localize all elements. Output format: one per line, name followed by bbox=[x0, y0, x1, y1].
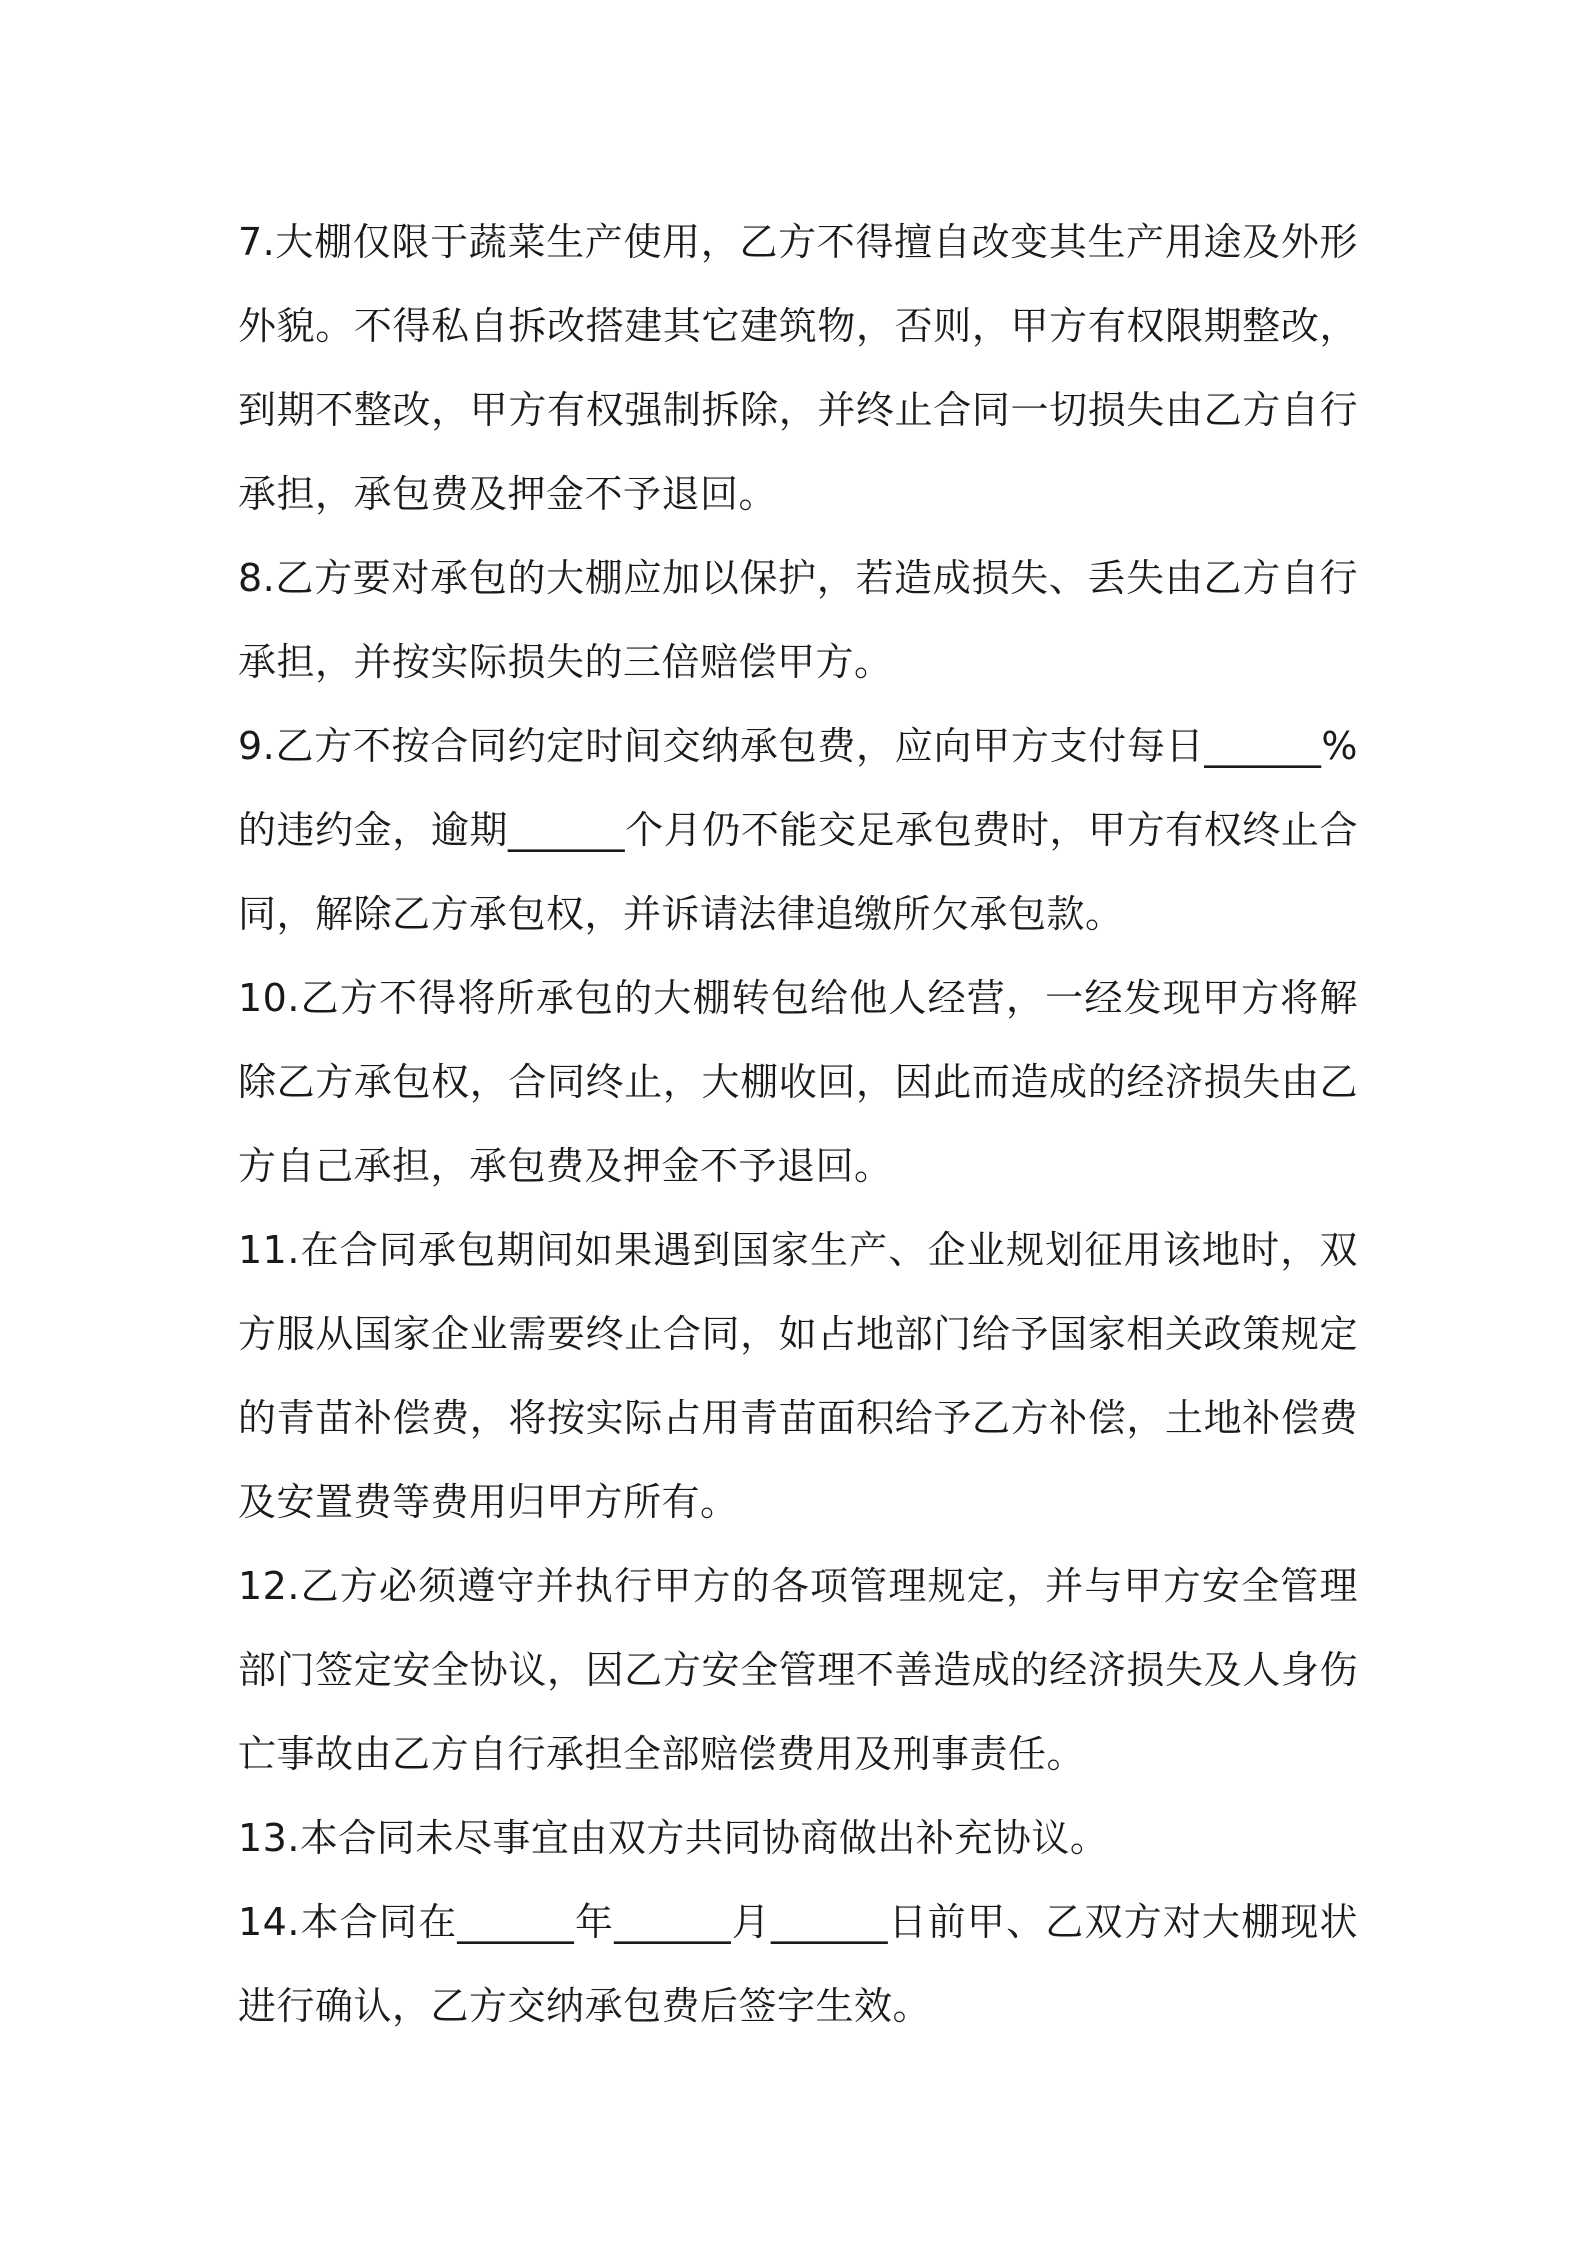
clause-13: 13.本合同未尽事宜由双方共同协商做出补充协议。 bbox=[238, 1816, 1109, 1860]
clause-9: 9.乙方不按合同约定时间交纳承包费，应向甲方支付每日______%的违约金，逾期______个月仍不能交足承包费时，甲方有权终止合同，解除乙方承包权，并诉请法律追缴所欠承包款。 bbox=[238, 724, 1358, 936]
clause-14: 14.本合同在______年______月______日前甲、乙双方对大棚现状进行确认，乙方交纳承包费后签字生效。 bbox=[238, 1900, 1358, 2028]
clause-12: 12.乙方必须遵守并执行甲方的各项管理规定，并与甲方安全管理部门签定安全协议，因乙方安全管理不善造成的经济损失及人身伤亡事故由乙方自行承担全部赔偿费用及刑事责任。 bbox=[238, 1564, 1358, 1776]
clause-7: 7.大棚仅限于蔬菜生产使用，乙方不得擅自改变其生产用途及外形外貌。不得私自拆改搭建其它建筑物，否则，甲方有权限期整改，到期不整改，甲方有权强制拆除，并终止合同一切损失由乙方自行承担，承包费及押金不予退回。 bbox=[238, 220, 1358, 516]
clause-10: 10.乙方不得将所承包的大棚转包给他人经营，一经发现甲方将解除乙方承包权，合同终止，大棚收回，因此而造成的经济损失由乙方自己承担，承包费及押金不予退回。 bbox=[238, 976, 1358, 1188]
contract-clauses bbox=[238, 200, 1358, 2048]
clause-8: 8.乙方要对承包的大棚应加以保护，若造成损失、丢失由乙方自行承担，并按实际损失的三倍赔偿甲方。 bbox=[238, 556, 1358, 684]
clause-11: 11.在合同承包期间如果遇到国家生产、企业规划征用该地时，双方服从国家企业需要终止合同，如占地部门给予国家相关政策规定的青苗补偿费，将按实际占用青苗面积给予乙方补偿，土地补偿费及安置费等费用归甲方所有。 bbox=[238, 1228, 1358, 1524]
